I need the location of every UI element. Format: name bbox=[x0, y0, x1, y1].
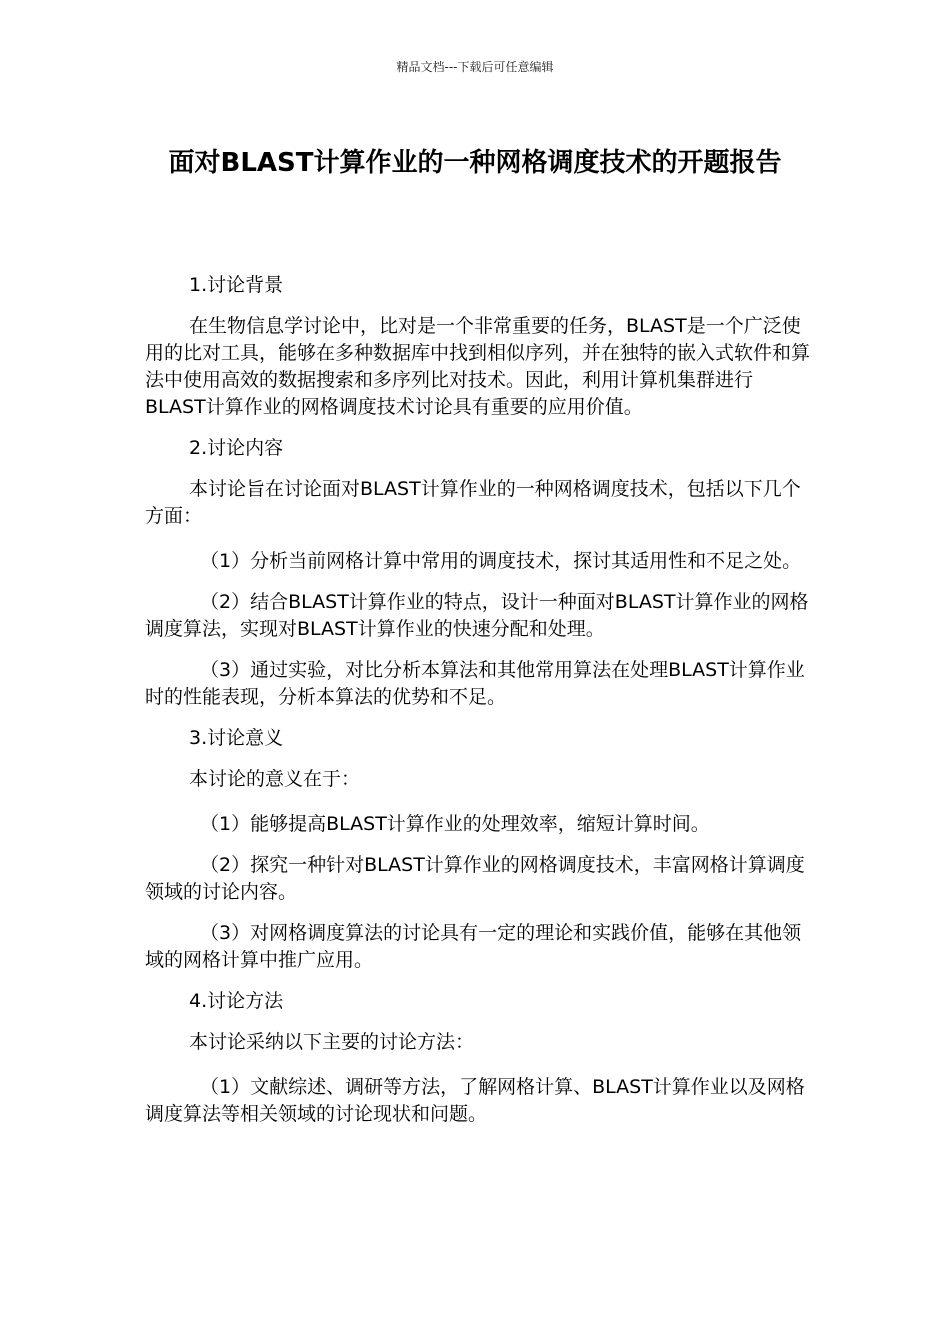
section-heading-method: 4.讨论方法 bbox=[189, 990, 284, 1012]
document-body bbox=[145, 268, 810, 1128]
list-item-significance-3: （3）对网格调度算法的讨论具有一定的理论和实践价值，能够在其他领域的网格计算中推广应用。 bbox=[145, 922, 802, 971]
paragraph-background: 在生物信息学讨论中，比对是一个非常重要的任务，BLAST是一个广泛使用的比对工具，能够在多种数据库中找到相似序列，并在独特的嵌入式软件和算法中使用高效的数据搜索和多序列比对技术。因此，利用计算机集群进行BLAST计算作业的网格调度技术讨论具有重要的应用价值。 bbox=[145, 315, 811, 418]
document-title: 面对BLAST计算作业的一种网格调度技术的开题报告 bbox=[168, 148, 782, 178]
paragraph-content-intro: 本讨论旨在讨论面对BLAST计算作业的一种网格调度技术，包括以下几个方面： bbox=[145, 478, 801, 527]
paragraph-method-intro: 本讨论采纳以下主要的讨论方法： bbox=[189, 1031, 475, 1053]
page-header: 精品文档---下载后可任意编辑 bbox=[396, 60, 554, 74]
list-item-method-1: （1）文献综述、调研等方法，了解网格计算、BLAST计算作业以及网格调度算法等相关领域的讨论现状和问题。 bbox=[145, 1076, 805, 1125]
section-heading-content: 2.讨论内容 bbox=[189, 437, 284, 459]
section-heading-background: 1.讨论背景 bbox=[189, 274, 284, 296]
list-item-content-3: （3）通过实验，对比分析本算法和其他常用算法在处理BLAST计算作业时的性能表现，分析本算法的优势和不足。 bbox=[145, 659, 805, 708]
list-item-content-2: （2）结合BLAST计算作业的特点，设计一种面对BLAST计算作业的网格调度算法，实现对BLAST计算作业的快速分配和处理。 bbox=[145, 591, 809, 640]
list-item-content-1: （1）分析当前网格计算中常用的调度技术，探讨其适用性和不足之处。 bbox=[200, 550, 802, 572]
list-item-significance-2: （2）探究一种针对BLAST计算作业的网格调度技术，丰富网格计算调度领域的讨论内容。 bbox=[145, 854, 805, 903]
section-heading-significance: 3.讨论意义 bbox=[189, 727, 284, 749]
paragraph-significance-intro: 本讨论的意义在于： bbox=[189, 768, 361, 790]
list-item-significance-1: （1）能够提高BLAST计算作业的处理效率，缩短计算时间。 bbox=[200, 813, 710, 835]
